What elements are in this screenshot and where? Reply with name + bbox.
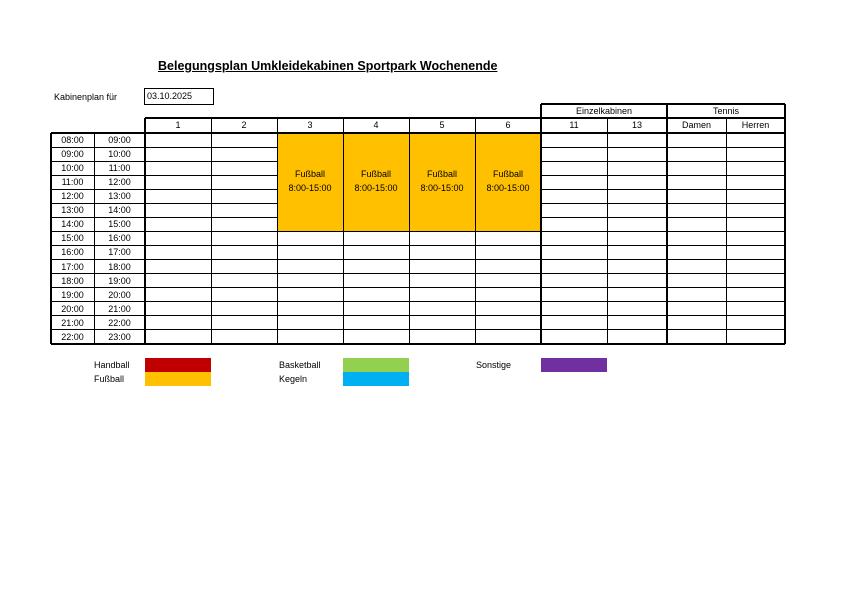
- booking-time: 8:00-15:00: [486, 183, 530, 194]
- grid-line: [475, 273, 541, 274]
- column-header: 11: [569, 120, 579, 130]
- grid-line: [211, 161, 277, 162]
- grid-line: [51, 315, 145, 316]
- time-start: 21:00: [61, 317, 84, 328]
- grid-line: [667, 273, 726, 274]
- grid-line: [145, 287, 211, 288]
- time-start: 15:00: [61, 233, 84, 244]
- grid-line: [51, 132, 145, 134]
- grid-line: [51, 259, 145, 260]
- time-end: 09:00: [108, 135, 131, 145]
- grid-line: [607, 203, 667, 204]
- grid-line: [343, 329, 409, 330]
- grid-line: [475, 343, 541, 345]
- legend-swatch: [145, 358, 211, 372]
- grid-line: [726, 245, 785, 246]
- grid-line: [726, 329, 785, 330]
- grid-line: [211, 203, 277, 204]
- grid-line: [541, 273, 607, 274]
- grid-line: [409, 259, 475, 260]
- grid-line: [667, 175, 726, 176]
- grid-line: [541, 245, 607, 246]
- grid-line: [667, 259, 726, 260]
- grid-line: [145, 147, 211, 148]
- grid-line: [726, 231, 785, 232]
- grid-line: [607, 301, 667, 302]
- grid-line: [541, 259, 607, 260]
- grid-line: [211, 343, 277, 345]
- grid-line: [541, 147, 607, 148]
- grid-line: [409, 245, 475, 246]
- grid-line: [145, 273, 211, 274]
- column-header: 1: [175, 120, 181, 130]
- legend-swatch: [343, 358, 409, 372]
- grid-line: [409, 273, 475, 274]
- grid-line: [145, 117, 785, 119]
- time-start: 16:00: [61, 247, 84, 258]
- grid-line: [541, 189, 607, 190]
- grid-line: [541, 203, 607, 204]
- booking-sport: Fußball: [492, 169, 523, 180]
- plan-date-field[interactable]: 03.10.2025: [144, 88, 214, 105]
- grid-line: [409, 287, 475, 288]
- grid-line: [277, 315, 343, 316]
- grid-line: [667, 287, 726, 288]
- grid-line: [541, 301, 607, 302]
- grid-line: [541, 103, 785, 105]
- grid-line: [211, 329, 277, 330]
- time-end: 13:00: [108, 191, 131, 202]
- time-end: 23:00: [108, 331, 131, 342]
- grid-line: [667, 189, 726, 190]
- time-start: 19:00: [61, 289, 84, 300]
- grid-line: [607, 231, 667, 232]
- grid-line: [475, 231, 541, 232]
- time-end: 11:00: [108, 163, 131, 174]
- grid-line: [541, 217, 607, 218]
- grid-line: [277, 329, 343, 330]
- grid-line: [51, 189, 145, 190]
- grid-line: [726, 287, 785, 288]
- time-end: 19:00: [108, 275, 131, 286]
- grid-line: [541, 315, 607, 316]
- time-end: 12:00: [108, 177, 131, 188]
- grid-line: [667, 245, 726, 246]
- grid-line: [145, 259, 211, 260]
- grid-line: [607, 175, 667, 176]
- grid-line: [475, 329, 541, 330]
- grid-line: [667, 315, 726, 316]
- booking-time: 8:00-15:00: [420, 183, 464, 194]
- grid-line: [667, 203, 726, 204]
- grid-line: [607, 189, 667, 190]
- grid-line: [277, 273, 343, 274]
- time-end: 14:00: [108, 205, 131, 216]
- time-end: 15:00: [108, 219, 131, 230]
- grid-line: [211, 189, 277, 190]
- column-header: 3: [307, 120, 313, 130]
- grid-line: [475, 315, 541, 316]
- grid-line: [277, 245, 343, 246]
- grid-line: [211, 175, 277, 176]
- time-start: 22:00: [61, 331, 84, 342]
- grid-line: [541, 329, 607, 330]
- grid-line: [726, 175, 785, 176]
- column-header: 2: [241, 120, 247, 130]
- grid-line: [726, 147, 785, 148]
- grid-line: [51, 175, 145, 176]
- grid-line: [145, 231, 211, 232]
- grid-line: [211, 315, 277, 316]
- grid-line: [607, 315, 667, 316]
- time-end: 16:00: [108, 233, 131, 244]
- grid-line: [211, 217, 277, 218]
- grid-line: [541, 343, 607, 345]
- column-header: 6: [505, 120, 511, 130]
- time-start: 20:00: [61, 303, 84, 314]
- grid-line: [726, 203, 785, 204]
- grid-line: [343, 343, 409, 345]
- grid-line: [51, 273, 145, 274]
- grid-line: [667, 161, 726, 162]
- legend-label: Fußball: [94, 374, 125, 384]
- legend-label: Kegeln: [279, 374, 308, 384]
- grid-line: [145, 189, 211, 190]
- grid-line: [475, 301, 541, 302]
- grid-line: [541, 161, 607, 162]
- grid-line: [343, 259, 409, 260]
- grid-line: [726, 273, 785, 274]
- grid-line: [607, 217, 667, 218]
- time-end: 18:00: [108, 261, 131, 272]
- time-end: 22:00: [108, 317, 131, 328]
- grid-line: [277, 343, 343, 345]
- grid-line: [475, 259, 541, 260]
- grid-line: [277, 301, 343, 302]
- grid-line: [145, 343, 211, 345]
- grid-line: [667, 231, 726, 232]
- group-header-einzelkabinen: Einzelkabinen: [575, 106, 633, 116]
- grid-line: [51, 287, 145, 288]
- page-title: Belegungsplan Umkleidekabinen Sportpark Wochenende: [158, 59, 498, 73]
- grid-line: [607, 329, 667, 330]
- booking-sport: Fußball: [294, 169, 325, 180]
- grid-line: [343, 231, 409, 232]
- booking-time: 8:00-15:00: [354, 183, 398, 194]
- grid-line: [541, 287, 607, 288]
- grid-line: [343, 273, 409, 274]
- time-end: 17:00: [108, 247, 131, 258]
- grid-line: [607, 161, 667, 162]
- time-start: 09:00: [61, 149, 84, 160]
- grid-line: [667, 301, 726, 302]
- plan-date-label: Kabinenplan für: [54, 92, 118, 102]
- time-start: 14:00: [61, 219, 84, 230]
- grid-line: [726, 315, 785, 316]
- booking-label: [409, 167, 475, 195]
- grid-line: [51, 147, 145, 148]
- grid-line: [475, 245, 541, 246]
- time-start: 17:00: [61, 261, 84, 272]
- grid-line: [51, 343, 145, 345]
- grid-line: [667, 147, 726, 148]
- grid-line: [475, 287, 541, 288]
- grid-line: [607, 245, 667, 246]
- grid-line: [145, 203, 211, 204]
- grid-line: [211, 273, 277, 274]
- grid-line: [667, 343, 726, 345]
- grid-line: [541, 231, 607, 232]
- grid-line: [277, 231, 343, 232]
- grid-line: [726, 343, 785, 345]
- grid-line: [409, 315, 475, 316]
- legend-swatch: [343, 372, 409, 386]
- legend-label: Handball: [94, 360, 130, 370]
- grid-line: [145, 175, 211, 176]
- grid-line: [211, 301, 277, 302]
- time-start: 10:00: [61, 163, 84, 174]
- grid-line: [343, 245, 409, 246]
- grid-line: [51, 161, 145, 162]
- grid-line: [145, 161, 211, 162]
- grid-line: [51, 203, 145, 204]
- booking-sport: Fußball: [426, 169, 457, 180]
- grid-line: [145, 329, 211, 330]
- grid-line: [726, 217, 785, 218]
- grid-line: [211, 287, 277, 288]
- grid-line: [343, 315, 409, 316]
- column-header: 13: [631, 120, 642, 130]
- grid-line: [51, 329, 145, 330]
- grid-line: [51, 217, 145, 218]
- grid-line: [51, 245, 145, 246]
- column-header: 4: [373, 120, 379, 130]
- legend-swatch: [541, 358, 607, 372]
- time-start: 11:00: [61, 177, 84, 188]
- time-start: 08:00: [61, 135, 84, 145]
- grid-line: [211, 147, 277, 148]
- grid-line: [541, 175, 607, 176]
- grid-line: [145, 245, 211, 246]
- booking-sport: Fußball: [360, 169, 391, 180]
- grid-line: [409, 343, 475, 345]
- grid-line: [607, 273, 667, 274]
- time-end: 21:00: [108, 303, 131, 314]
- legend-label: Sonstige: [476, 360, 512, 370]
- column-header: Herren: [741, 120, 770, 130]
- time-start: 13:00: [61, 205, 84, 216]
- booking-label: [343, 167, 409, 195]
- grid-line: [277, 259, 343, 260]
- legend-label: Basketball: [279, 360, 321, 370]
- grid-line: [726, 161, 785, 162]
- grid-line: [211, 231, 277, 232]
- time-end: 10:00: [108, 149, 131, 160]
- grid-line: [667, 217, 726, 218]
- grid-line: [409, 301, 475, 302]
- grid-line: [409, 329, 475, 330]
- time-start: 18:00: [61, 275, 84, 286]
- grid-line: [726, 301, 785, 302]
- group-header-tennis: Tennis: [712, 106, 739, 116]
- grid-line: [667, 329, 726, 330]
- grid-line: [211, 245, 277, 246]
- legend-swatch: [145, 372, 211, 386]
- grid-line: [726, 259, 785, 260]
- booking-time: 8:00-15:00: [288, 183, 332, 194]
- booking-label: [475, 167, 541, 195]
- grid-line: [211, 259, 277, 260]
- grid-line: [607, 287, 667, 288]
- grid-line: [607, 259, 667, 260]
- time-start: 12:00: [61, 191, 84, 202]
- grid-line: [145, 315, 211, 316]
- grid-line: [607, 147, 667, 148]
- grid-line: [726, 189, 785, 190]
- booking-label: [277, 167, 343, 195]
- grid-line: [145, 217, 211, 218]
- time-end: 20:00: [108, 289, 131, 300]
- column-header: 5: [439, 120, 445, 130]
- grid-line: [51, 301, 145, 302]
- grid-line: [145, 132, 785, 134]
- column-header: Damen: [681, 120, 711, 130]
- grid-line: [607, 343, 667, 345]
- grid-line: [409, 231, 475, 232]
- grid-line: [277, 287, 343, 288]
- grid-line: [343, 301, 409, 302]
- grid-line: [145, 301, 211, 302]
- grid-line: [51, 231, 145, 232]
- grid-line: [343, 287, 409, 288]
